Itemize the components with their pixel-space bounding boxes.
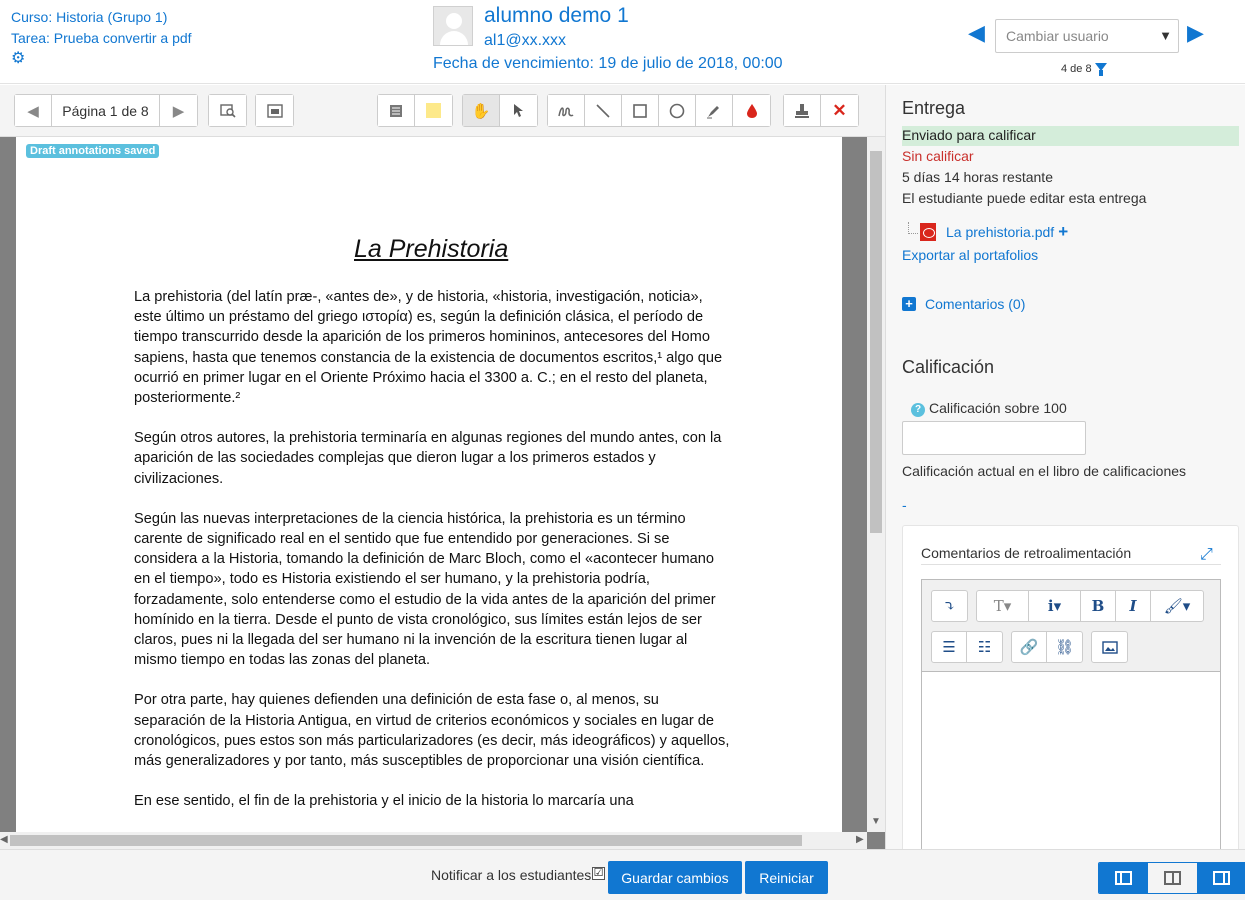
link-icon: 🔗 <box>1019 638 1039 656</box>
fullscreen-expand-icon[interactable]: ⤢ <box>1200 546 1213 563</box>
list-group <box>931 631 1003 663</box>
comment-color-button[interactable] <box>415 95 452 126</box>
layout-switcher <box>1098 862 1245 894</box>
plus-icon[interactable]: + <box>1058 222 1069 241</box>
rectangle-tool-button[interactable] <box>622 95 659 126</box>
document-title: La Prehistoria <box>354 235 509 263</box>
save-changes-button[interactable]: Guardar cambios <box>608 861 742 894</box>
course-info <box>11 7 192 49</box>
highlighter-icon <box>706 103 722 119</box>
user-email-link[interactable]: al1@xx.xxx <box>484 32 567 49</box>
filter-icon[interactable] <box>1095 63 1107 71</box>
comment-tool-button[interactable] <box>378 95 415 126</box>
hand-icon: ✋ <box>471 102 491 120</box>
insert-link-button[interactable] <box>1012 632 1047 662</box>
highlight-tool-button[interactable] <box>696 95 733 126</box>
image-icon <box>1102 641 1118 654</box>
pen-tool-button[interactable] <box>548 95 585 126</box>
info-button[interactable] <box>1029 591 1081 621</box>
submission-heading: Entrega <box>902 98 966 118</box>
page-navigation <box>14 94 198 127</box>
change-user-placeholder: Cambiar usuario <box>1006 28 1109 44</box>
tree-connector <box>908 222 918 234</box>
document-paragraph: Por otra parte, hay quienes defienden una definición de esta fase o, al menos, su separación de la Historia Antigua, en virtud de criterios económicos y sociales en lugar de cronológicos, pues estos son más particularizadores (es decir, más ideográficos) y aquellos, más generalizadores y por tanto, más susceptibles de proporcionar una visión científica. <box>134 692 730 770</box>
line-icon <box>596 104 610 118</box>
color-drop-icon <box>746 103 758 119</box>
yellow-swatch-icon <box>426 103 441 118</box>
file-link[interactable]: La prehistoria.pdf <box>946 224 1055 240</box>
scroll-right-icon[interactable]: ▶ <box>856 834 864 845</box>
grade-input[interactable] <box>902 421 1086 455</box>
stamp-tools <box>783 94 859 127</box>
grading-footer <box>0 849 1245 900</box>
horizontal-scrollbar[interactable] <box>0 832 867 849</box>
pen-scribble-icon <box>557 104 575 118</box>
layout-collapse-review-button[interactable] <box>1099 863 1148 893</box>
stamp-icon <box>794 103 810 119</box>
expand-toolbar-icon: ⤵ <box>943 597 956 615</box>
stamp-tool-button[interactable] <box>784 95 821 126</box>
line-tool-button[interactable] <box>585 95 622 126</box>
expand-comments-button[interactable] <box>256 95 293 126</box>
pan-tool-button[interactable] <box>463 95 500 126</box>
comment-tools <box>377 94 453 127</box>
notify-students-label: Notificar a los estudiantes <box>431 867 592 883</box>
italic-icon: I <box>1129 597 1137 615</box>
pdf-file-icon <box>920 223 936 241</box>
vertical-scrollbar[interactable] <box>867 137 885 832</box>
bold-button[interactable] <box>1081 591 1116 621</box>
comments-link[interactable]: Comentarios (0) <box>925 296 1026 312</box>
pdf-viewer[interactable] <box>0 137 885 849</box>
user-count: 4 de 8 <box>1061 63 1092 75</box>
layout-default-button[interactable] <box>1148 863 1197 893</box>
previous-page-button[interactable] <box>15 95 52 126</box>
feedback-comments-section <box>902 525 1239 849</box>
draft-status-badge: Draft annotations saved <box>26 144 159 158</box>
grading-header <box>0 0 1245 84</box>
avatar-body-shape <box>440 31 468 46</box>
avatar-head-shape <box>446 13 462 29</box>
bold-icon: B <box>1091 597 1105 615</box>
delete-stamp-button[interactable] <box>821 95 858 126</box>
assignment-link[interactable]: Tarea: Prueba convertir a pdf <box>11 30 192 46</box>
unordered-list-button[interactable] <box>932 632 967 662</box>
pointer-icon <box>513 103 525 118</box>
export-portfolio-link[interactable]: Exportar al portafolios <box>902 247 1039 263</box>
previous-user-icon[interactable]: ◀ <box>968 20 985 45</box>
comment-icon <box>389 104 403 118</box>
user-name-link[interactable]: alumno demo 1 <box>484 4 629 27</box>
feedback-divider <box>921 564 1221 565</box>
media-group <box>1091 631 1128 663</box>
feedback-editor <box>921 579 1221 849</box>
reset-button[interactable]: Reiniciar <box>745 861 828 894</box>
draw-tools <box>547 94 771 127</box>
annotation-toolbar <box>0 85 885 137</box>
info-icon: i▾ <box>1047 597 1062 615</box>
due-date: Fecha de vencimiento: 19 de julio de 2018, 00:00 <box>433 55 783 72</box>
comments-toggle[interactable] <box>902 296 1025 312</box>
text-color-button[interactable] <box>1151 591 1203 621</box>
unlink-button[interactable] <box>1047 632 1082 662</box>
document-paragraph: En ese sentido, el fin de la prehistoria y el inicio de la historia lo marcaría una <box>134 793 634 810</box>
oval-icon <box>669 103 685 119</box>
arrow-left-icon: ◀ <box>27 102 39 120</box>
gear-icon[interactable]: ⚙ <box>11 50 26 67</box>
toolbar-toggle-group <box>931 590 968 622</box>
current-grade-label: Calificación actual en el libro de calificaciones <box>902 463 1187 479</box>
insert-image-button[interactable] <box>1092 632 1127 662</box>
time-remaining: 5 días 14 horas restante <box>902 169 1053 185</box>
next-page-button[interactable] <box>160 95 197 126</box>
editor-toolbar <box>922 580 1220 672</box>
submission-status: Enviado para calificar <box>902 126 1239 146</box>
pdf-page[interactable] <box>16 137 842 832</box>
change-user-select[interactable] <box>995 19 1179 53</box>
bullet-list-icon: ☰ <box>942 638 956 656</box>
scroll-down-icon[interactable]: ▼ <box>871 816 881 827</box>
unlink-icon: ⛓ <box>1054 638 1075 656</box>
search-comments-icon <box>220 104 236 118</box>
notify-students-checkbox[interactable]: ☑ <box>593 867 604 879</box>
font-size-button[interactable] <box>977 591 1029 621</box>
split-view-icon <box>1164 871 1181 885</box>
expand-plus-icon: + <box>902 297 916 311</box>
edit-permission: El estudiante puede editar esta entrega <box>902 190 1147 206</box>
toolbar-toggle-button[interactable] <box>932 591 967 621</box>
editor-content-area[interactable] <box>922 673 1220 849</box>
next-user-icon[interactable]: ▶ <box>1187 20 1204 45</box>
link-group <box>1011 631 1083 663</box>
document-body <box>134 287 734 831</box>
oval-tool-button[interactable] <box>659 95 696 126</box>
collapse-grade-icon <box>1213 871 1230 885</box>
numbered-list-icon: ☷ <box>977 638 992 656</box>
expand-comments-group <box>255 94 294 127</box>
brush-icon: 🖌▾ <box>1163 597 1191 615</box>
search-comments-group <box>208 94 247 127</box>
feedback-title: Comentarios de retroalimentación <box>921 545 1132 561</box>
document-paragraph: Según otros autores, la prehistoria terminaría en algunas regiones del mundo antes, con la aparición de las sociedades complejas que dieron lugar a los primeros estados y civilizaciones. <box>134 430 722 487</box>
select-tool-button[interactable] <box>500 95 537 126</box>
grade-heading: Calificación <box>902 357 995 377</box>
scroll-left-icon[interactable]: ◀ <box>0 834 8 845</box>
current-grade-link[interactable]: - <box>902 497 907 513</box>
annotation-color-button[interactable] <box>733 95 770 126</box>
course-link[interactable]: Curso: Historia (Grupo 1) <box>11 9 168 25</box>
help-icon[interactable]: ? <box>911 403 925 417</box>
page-select[interactable]: Página 1 de 8 <box>52 95 160 126</box>
close-icon: ✕ <box>832 100 847 120</box>
document-paragraph: La prehistoria (del latín præ-, «antes de», y de historia, «historia, investigación, noticia», este último un préstamo del griego ιστορία) es, según la definición clásica, el período de tiempo transcurrido desde la aparición de los primeros homininos, antecesores del Homo sapiens, hasta que tenemos constancia de la existencia de documentos escritos,¹ algo que ocurrió en primer lugar en el Oriente Próximo hacia el 3300 a. C.; en el resto del planeta, posteriormente.² <box>134 289 723 407</box>
arrow-right-icon: ▶ <box>172 102 185 120</box>
submitted-file <box>908 222 1068 242</box>
grading-status: Sin calificar <box>902 148 974 164</box>
grading-panel <box>885 85 1245 849</box>
expand-comments-icon <box>267 104 283 118</box>
avatar[interactable] <box>433 6 473 46</box>
select-tools <box>462 94 538 127</box>
font-size-icon: T▾ <box>993 597 1012 615</box>
layout-collapse-grade-button[interactable] <box>1197 863 1245 893</box>
format-group <box>976 590 1204 622</box>
grade-label: Calificación sobre 100 <box>929 400 1067 416</box>
document-paragraph: Según las nuevas interpretaciones de la ciencia histórica, la prehistoria es un término carente de significado real en el sentido que fue entendido por generaciones. Si se considera a la Historia, tomando la definición de Marc Bloch, como el «acontecer humano en el tiempo», todo es Historia existiendo el ser humano, y la prehistoria podría, forzadamente, solo entenderse como el estudio de la vida antes de la aparición del primer homínido en la tierra. Desde el punto de vista cronológico, sus límites están lejos de ser claros, pues ni la llegada del ser humano ni la invención de la escritura tienen lugar al mismo tiempo en todas las zonas del planeta. <box>134 510 716 669</box>
rectangle-icon <box>633 104 647 118</box>
horizontal-scroll-thumb[interactable] <box>10 835 802 846</box>
search-comments-button[interactable] <box>209 95 246 126</box>
collapse-review-icon <box>1115 871 1132 885</box>
italic-button[interactable] <box>1116 591 1151 621</box>
ordered-list-button[interactable] <box>967 632 1002 662</box>
vertical-scroll-thumb[interactable] <box>870 151 882 533</box>
caret-down-icon: ▼ <box>1159 28 1172 43</box>
